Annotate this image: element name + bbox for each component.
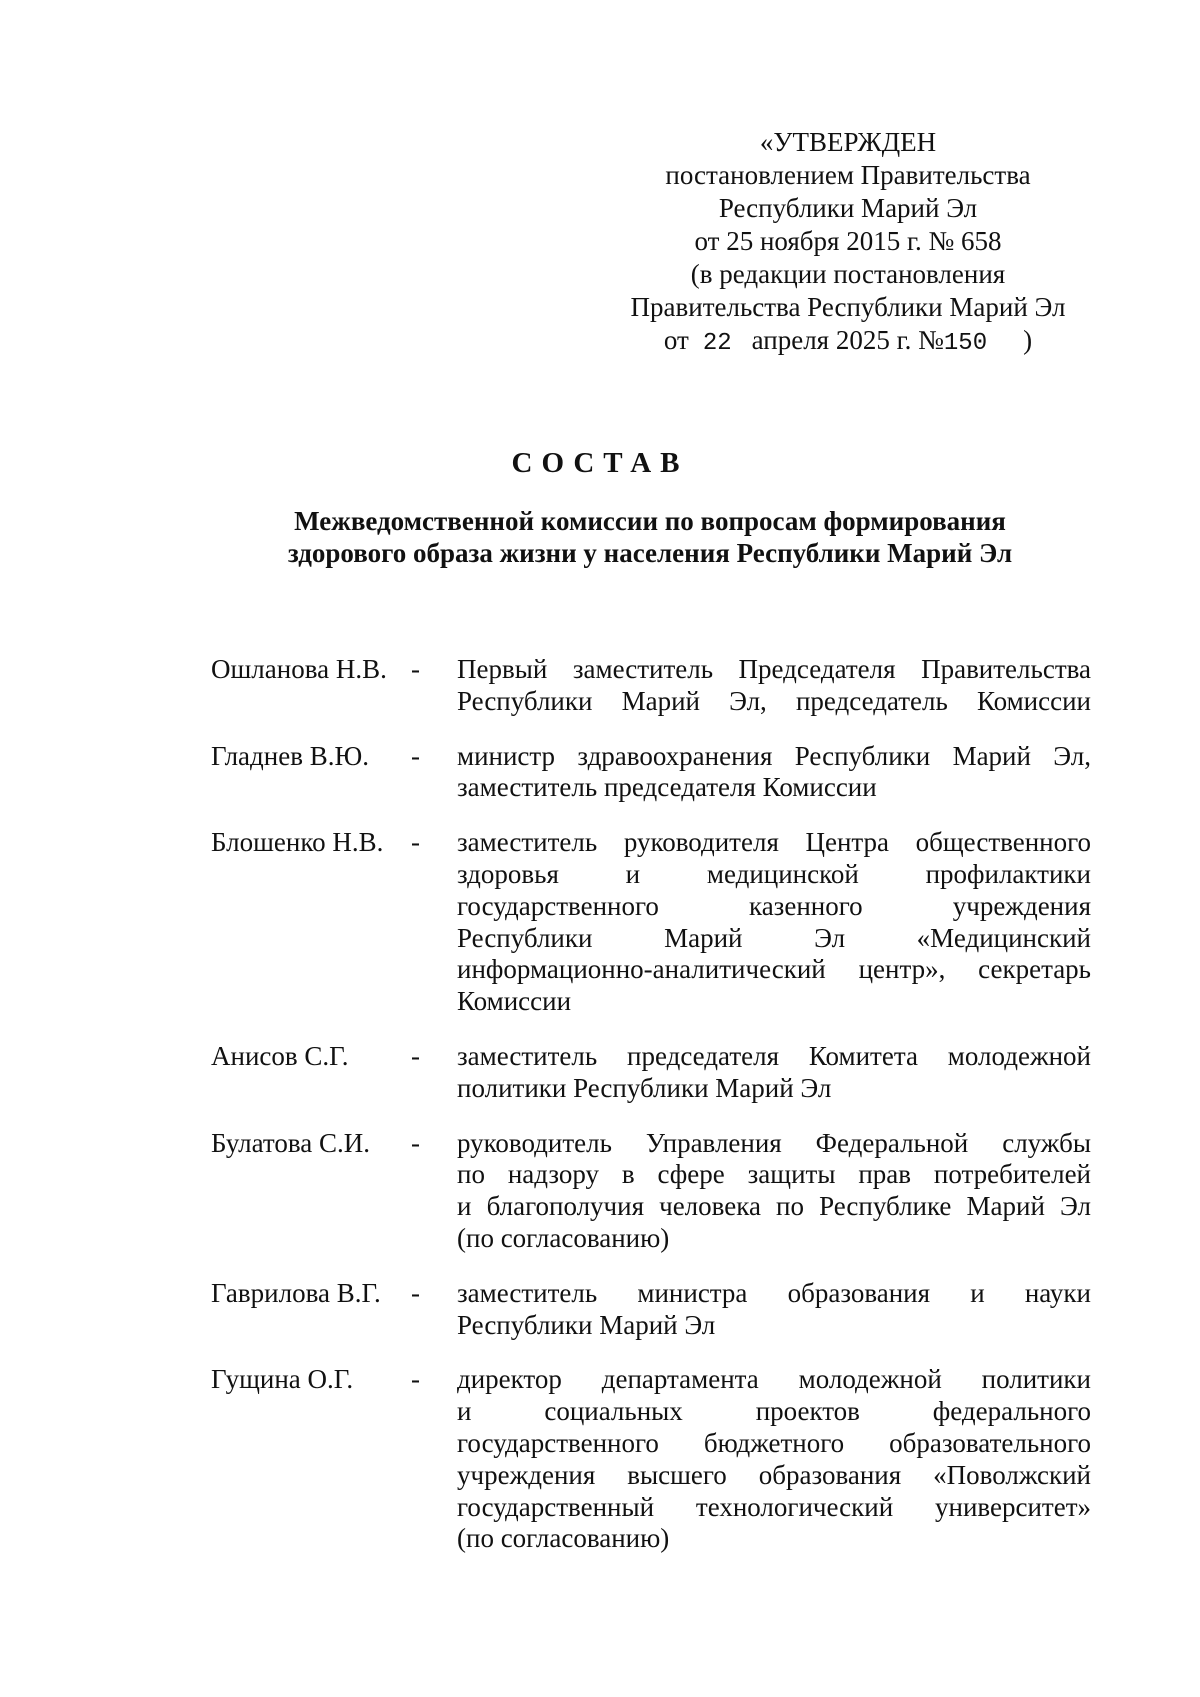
member-dash: - bbox=[411, 1127, 420, 1158]
role-line: Первый заместитель Председателя Правительства bbox=[457, 654, 1091, 684]
member-row bbox=[211, 1041, 1091, 1105]
approval-line: (в редакции постановления bbox=[690, 259, 1006, 289]
approval-month-year: апреля 2025 г. № bbox=[751, 325, 944, 355]
approval-date-line bbox=[618, 324, 1078, 360]
member-name: Анисов С.Г. bbox=[211, 1040, 349, 1071]
approval-day: 22 bbox=[702, 330, 732, 357]
approval-line: «УТВЕРЖДЕН bbox=[759, 127, 937, 157]
member-dash: - bbox=[411, 1277, 420, 1308]
role-line: министр здравоохранения Республики Марий Эл, bbox=[457, 740, 1091, 771]
member-role bbox=[457, 1041, 1091, 1105]
subtitle-line: Межведомственной комиссии по вопросам формирования bbox=[294, 506, 1006, 536]
role-line: информационно-аналитический центр», секретарь bbox=[457, 954, 1091, 985]
role-line: (по согласованию) bbox=[457, 1222, 670, 1253]
role-line: государственного бюджетного образовательного bbox=[457, 1427, 1091, 1458]
role-line: государственного казенного учреждения bbox=[457, 890, 1091, 921]
member-dash: - bbox=[411, 654, 420, 684]
member-name: Ошланова Н.В. bbox=[211, 654, 387, 684]
member-role bbox=[457, 827, 1091, 1018]
member-row bbox=[211, 1364, 1091, 1555]
approval-date-prefix: от bbox=[663, 325, 689, 355]
role-line: здоровья и медицинской профилактики bbox=[457, 858, 1091, 889]
approval-number: 150 bbox=[943, 330, 988, 357]
member-row bbox=[211, 1128, 1091, 1255]
member-role bbox=[457, 1128, 1091, 1255]
role-line: Республики Марий Эл bbox=[457, 1309, 716, 1340]
role-line: Республики Марий Эл «Медицинский bbox=[457, 922, 1091, 953]
document-title: СОСТАВ bbox=[511, 447, 689, 479]
member-role bbox=[457, 654, 1091, 718]
member-name: Гаврилова В.Г. bbox=[211, 1277, 381, 1308]
approval-line: от 25 ноября 2015 г. № 658 bbox=[694, 226, 1002, 256]
member-dash: - bbox=[411, 1040, 420, 1071]
member-name: Гладнев В.Ю. bbox=[211, 740, 369, 771]
member-dash: - bbox=[411, 827, 420, 858]
approval-close-paren: ) bbox=[1023, 325, 1033, 355]
role-line: и социальных проектов федерального bbox=[457, 1396, 1091, 1427]
approval-line: постановлением Правительства bbox=[665, 160, 1031, 190]
member-dash: - bbox=[411, 740, 420, 771]
role-line: Республики Марий Эл, председатель Комиссии bbox=[457, 685, 1091, 716]
role-line: по надзору в сфере защиты прав потребителей bbox=[457, 1159, 1091, 1190]
role-line: заместитель руководителя Центра общественного bbox=[457, 827, 1091, 858]
role-line: Комиссии bbox=[457, 986, 572, 1017]
member-dash: - bbox=[411, 1364, 420, 1395]
member-name: Блошенко Н.В. bbox=[211, 827, 384, 858]
approval-line: Правительства Республики Марий Эл bbox=[630, 292, 1066, 322]
subtitle-line: здорового образа жизни у населения Республики Марий Эл bbox=[287, 538, 1013, 568]
role-line: (по согласованию) bbox=[457, 1523, 670, 1554]
role-line: заместитель председателя Комиссии bbox=[457, 772, 877, 803]
member-row bbox=[211, 741, 1091, 805]
member-role bbox=[457, 1278, 1091, 1342]
role-line: директор департамента молодежной политики bbox=[457, 1364, 1091, 1395]
member-row bbox=[211, 654, 1091, 718]
role-line: и благополучия человека по Республике Марий Эл bbox=[457, 1191, 1091, 1222]
role-line: политики Республики Марий Эл bbox=[457, 1072, 832, 1103]
role-line: руководитель Управления Федеральной службы bbox=[457, 1127, 1091, 1158]
member-role bbox=[457, 1364, 1091, 1555]
member-row bbox=[211, 827, 1091, 1018]
member-name: Булатова С.И. bbox=[211, 1127, 370, 1158]
role-line: учреждения высшего образования «Поволжский bbox=[457, 1459, 1091, 1490]
member-role bbox=[457, 741, 1091, 805]
member-row bbox=[211, 1278, 1091, 1342]
approval-stamp bbox=[618, 126, 1078, 360]
document-subtitle bbox=[200, 505, 1100, 569]
role-line: заместитель председателя Комитета молодежной bbox=[457, 1040, 1091, 1071]
member-name: Гущина О.Г. bbox=[211, 1364, 354, 1395]
role-line: заместитель министра образования и науки bbox=[457, 1277, 1091, 1308]
approval-line: Республики Марий Эл bbox=[718, 193, 978, 223]
member-list bbox=[211, 654, 1091, 1555]
role-line: государственный технологический университет» bbox=[457, 1491, 1091, 1522]
